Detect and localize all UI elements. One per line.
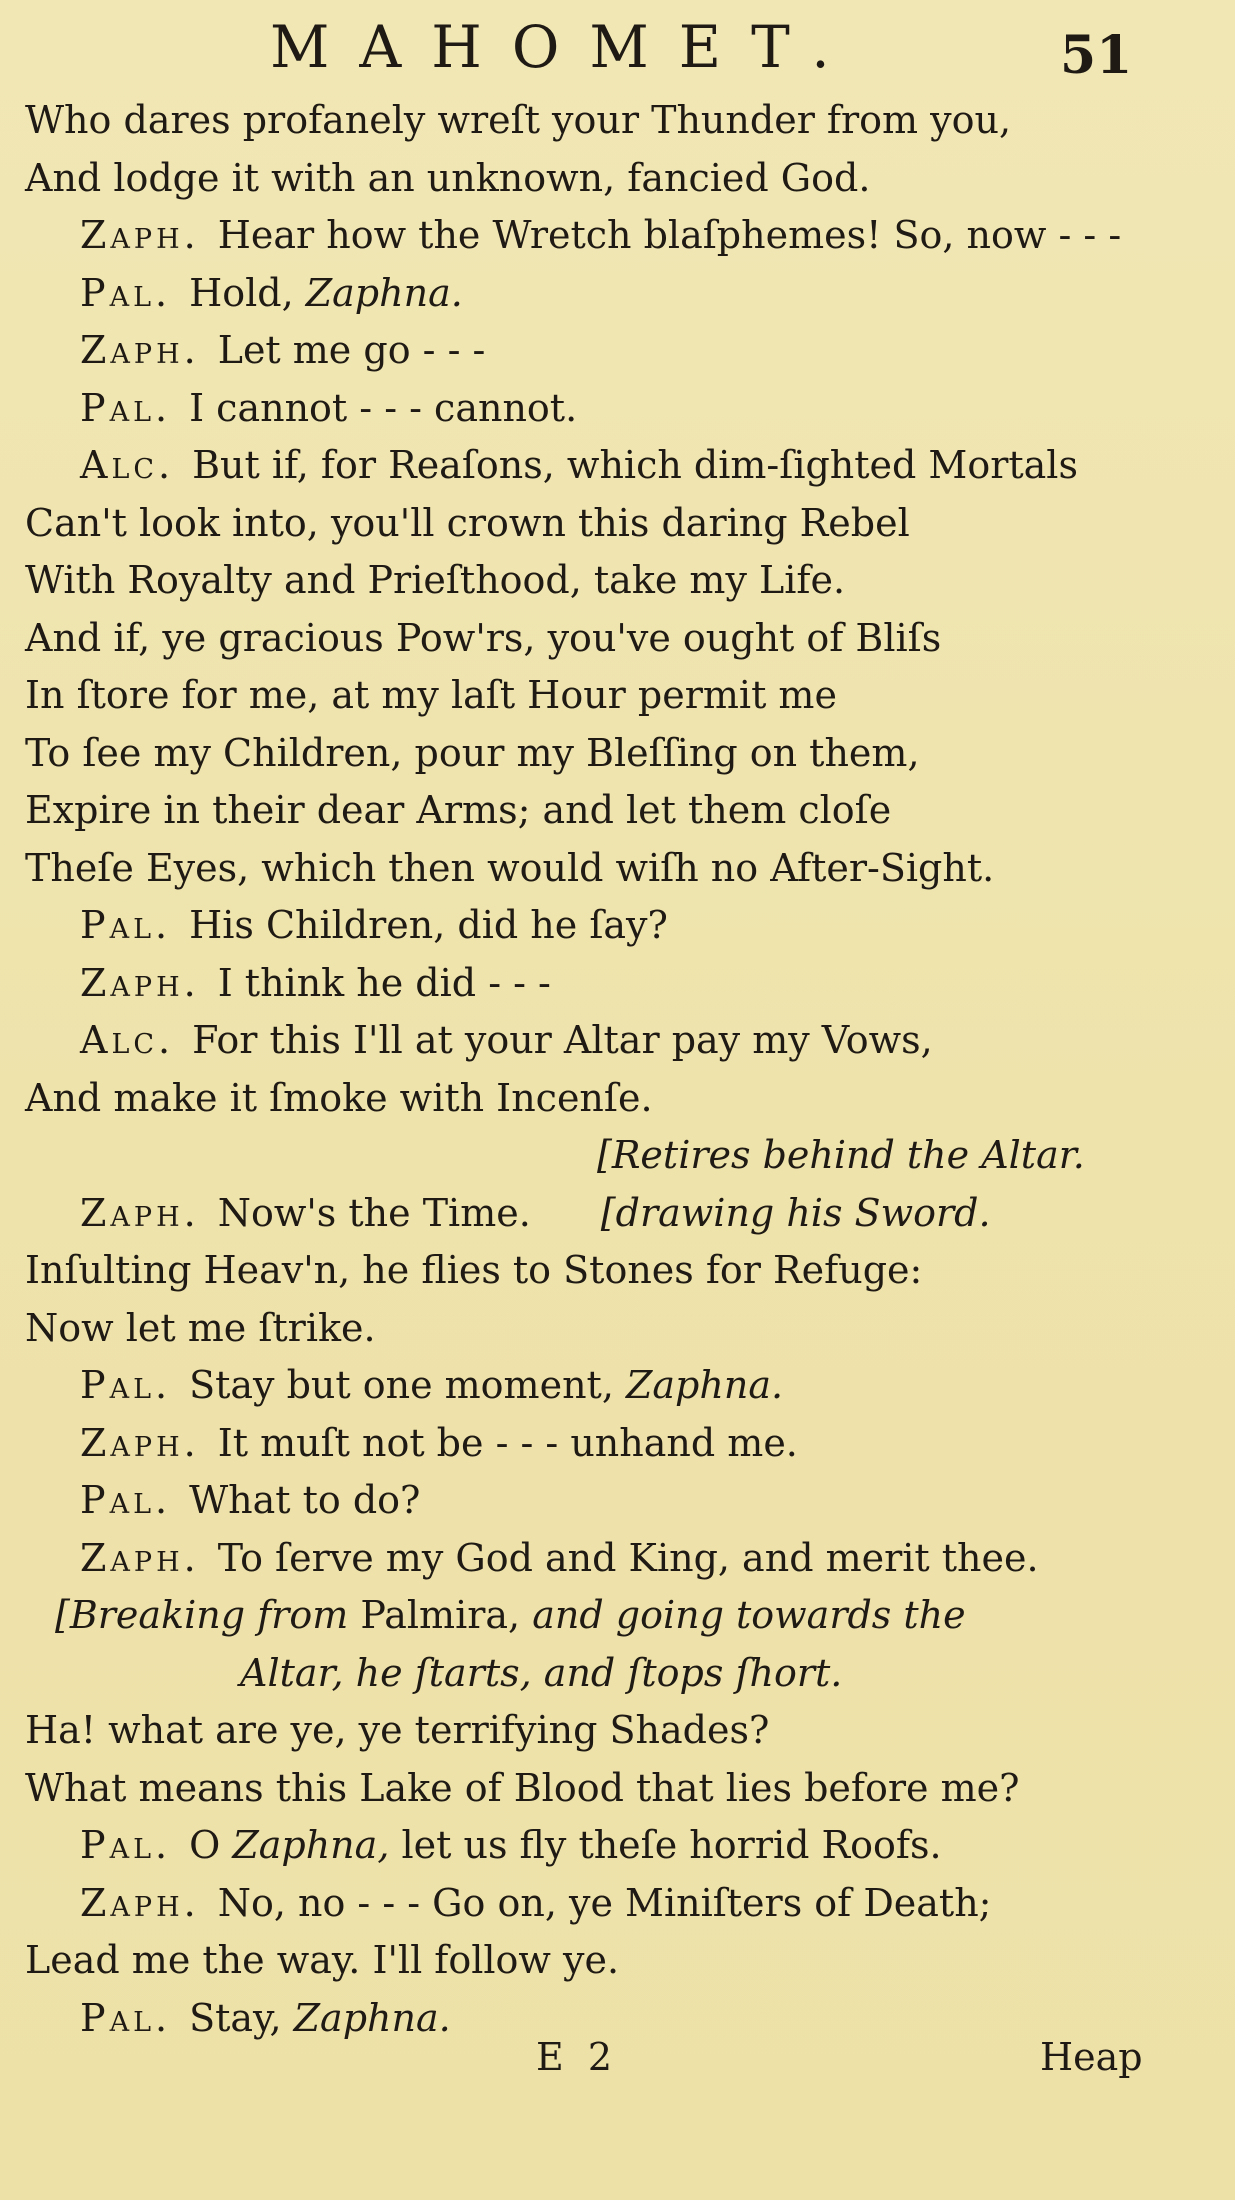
speech-line: Alc. But if, for Reaſons, which dim-ſighted Mortals [80,443,1078,487]
verse-line: To ſee my Children, pour my Bleſſing on them, [25,730,920,775]
stage-direction: [drawing his Sword. [600,1190,991,1235]
speech-line: Pal. Stay but one moment, Zaphna. [80,1363,784,1407]
page-header [0,10,1235,90]
speaker-name: Pal. [80,270,172,315]
speaker-name: Zaph. [80,328,200,372]
italic-name: Zaphna, [232,1823,390,1867]
speaker-name: Pal. [80,385,172,430]
stage-direction: [Retires behind the Altar. [597,1133,1085,1177]
speech-line: Zaph. To ſerve my God and King, and merit thee. [80,1535,1039,1580]
verse-line: Ha! what are ye, ye terrifying Shades? [25,1708,770,1752]
speech-line: Pal. Hold, Zaphna. [80,270,463,315]
speech-line: Pal. His Children, did he ſay? [80,903,668,947]
stage-direction: [Breaking from Palmira, and going towards the [55,1593,966,1637]
speech-line: Zaph. Now's the Time. [drawing his Sword. [25,1185,1205,1243]
speech-line: Zaph. No, no - - - Go on, ye Miniſters of Death; [80,1880,992,1925]
verse-line: What means this Lake of Blood that lies before me? [25,1765,1020,1810]
speaker-name: Zaph. [80,960,200,1005]
italic-name: Zaphna. [305,270,463,315]
verse-line: Theſe Eyes, which then would wiſh no After-Sight. [25,845,995,890]
speech-line: Alc. For this I'll at your Altar pay my Vows, [80,1018,933,1062]
speaker-name: Zaph. [80,1420,200,1465]
speech-line: Zaph. Let me go - - - [80,328,486,372]
speech-line: Zaph. It muſt not be - - - unhand me. [80,1420,798,1465]
italic-name: Zaphna. [626,1363,784,1407]
verse-line: Lead me the way. I'll follow ye. [25,1938,620,1982]
verse-line: Expire in their dear Arms; and let them cloſe [25,788,892,832]
verse-line: Now let me ſtrike. [25,1305,376,1350]
page-number: 51 [1060,25,1133,86]
catchword: Heap [1040,2035,1143,2079]
stage-direction: Altar, he ſtarts, and ſtops ſhort. [240,1650,843,1695]
speaker-name: Alc. [80,443,175,487]
speaker-name: Zaph. [80,213,200,257]
verse-line: In ſtore for me, at my laſt Hour permit me [25,673,837,717]
speech-line: Pal. I cannot - - - cannot. [80,385,578,430]
speaker-name: Pal. [80,903,172,947]
speech-line: Zaph. Hear how the Wretch blaſphemes! So, now - - - [80,213,1122,257]
verse-line: And if, ye gracious Pow'rs, you've ought of Bliſs [25,615,942,660]
speaker-name: Zaph. [80,1535,200,1580]
verse-line: Who dares profanely wreſt your Thunder from you, [25,98,1012,142]
verse-line: Can't look into, you'll crown this daring Rebel [25,500,910,545]
verse-line: And make it ſmoke with Incenſe. [25,1075,653,1120]
running-title: MAHOMET. [270,13,860,81]
verse-line: Inſulting Heav'n, he flies to Stones for Refuge: [25,1248,923,1292]
verse-line: With Royalty and Prieſthood, take my Life. [25,558,846,602]
page-footer [0,2035,1235,2095]
speaker-name: Pal. [80,1995,172,2040]
speaker-name: Zaph. [80,1880,200,1925]
speaker-name: Pal. [80,1363,172,1407]
speech-line: Zaph. I think he did - - - [80,960,551,1005]
speech-line: Pal. Stay, Zaphna. [80,1995,451,2040]
speech-line: Pal. O Zaphna, let us fly theſe horrid Roofs. [80,1823,942,1867]
play-text [25,92,1205,2047]
speaker-name: Pal. [80,1478,172,1522]
verse-line: And lodge it with an unknown, fancied God. [25,155,871,200]
italic-name: Zaphna. [293,1995,451,2040]
speaker-name: Pal. [80,1823,172,1867]
speaker-name: Alc. [80,1018,175,1062]
speaker-name: Zaph. [80,1190,200,1235]
signature-mark: E 2 [536,2035,618,2079]
speech-line: Pal. What to do? [80,1478,421,1522]
